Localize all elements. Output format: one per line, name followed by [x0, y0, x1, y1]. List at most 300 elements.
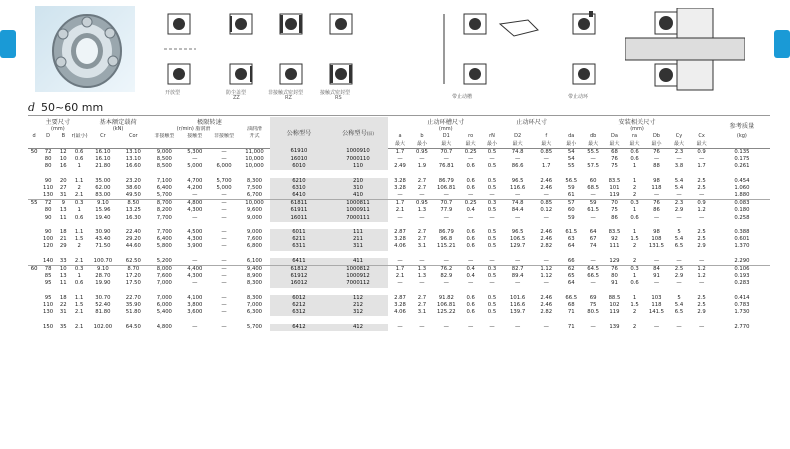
table-row — [28, 324, 770, 331]
table-row — [28, 258, 770, 266]
hdr-oil: 油润滑 — [246, 126, 262, 133]
table-cell: — — [443, 156, 449, 163]
snap-ring-diagram-icon — [565, 8, 605, 90]
table-cell: 86.79 — [438, 177, 454, 184]
table-cell: — — [653, 257, 660, 264]
table-cell: 89.4 — [511, 273, 524, 280]
col-open-type: 非接触型 — [154, 133, 175, 140]
table-cell: 1 — [77, 207, 81, 214]
table-row — [28, 178, 770, 185]
hdr-install: 安装相关尺寸 — [618, 119, 656, 126]
table-cell: 11 — [59, 214, 67, 221]
table-cell: 0.4 — [466, 273, 475, 280]
table-row — [28, 156, 770, 163]
table-cell: 5,800 — [156, 243, 172, 250]
table-cell: 7,000 — [156, 294, 172, 301]
table-cell: 0.5 — [487, 309, 497, 316]
table-cell: 82.9 — [440, 273, 453, 280]
table-cell: 66 — [567, 257, 575, 264]
table-cell: — — [543, 280, 549, 287]
table-cell: 19.40 — [95, 214, 111, 221]
col-D1: D1 — [442, 133, 450, 140]
bore-d-cell — [28, 156, 40, 163]
table-cell: — — [676, 280, 682, 287]
table-cell: 61811 — [270, 200, 327, 208]
bearing-table-body — [28, 148, 770, 331]
table-cell: 2.9 — [674, 207, 684, 214]
bore-d-cell: 50 — [30, 148, 38, 155]
table-cell: 106.81 — [437, 184, 456, 191]
table-cell: 61.5 — [565, 229, 578, 236]
table-cell: 0.6 — [466, 229, 475, 236]
table-cell: 0.6 — [466, 236, 475, 243]
table-cell: 59 — [582, 200, 604, 208]
table-cell: 1.7 — [388, 200, 411, 208]
table-row — [28, 243, 770, 250]
col-db: db — [589, 133, 597, 140]
open-type-diagram-icon — [160, 8, 200, 90]
table-cell: 106.5 — [510, 236, 526, 243]
table-cell: 1.2 — [689, 266, 713, 274]
table-cell: — — [221, 214, 227, 221]
table-cell: 412 — [328, 324, 389, 331]
table-cell: 130 — [43, 309, 54, 316]
caption-snap-groove: 带止动槽 — [452, 94, 473, 100]
table-cell: 210 — [328, 178, 389, 185]
table-cell: — — [489, 257, 495, 264]
col-Da: Da — [611, 133, 618, 140]
table-cell: 1.1 — [74, 294, 84, 301]
bore-d-cell — [28, 309, 40, 316]
table-cell: 3,900 — [187, 243, 203, 250]
table-cell: 2 — [632, 192, 637, 199]
table-cell: 0.9 — [697, 148, 706, 155]
table-cell: 4,700 — [187, 177, 203, 184]
table-cell: 2 — [632, 243, 637, 250]
bore-d-cell: 55 — [28, 200, 40, 208]
table-cell: 61.5 — [587, 207, 600, 214]
table-cell: — — [543, 192, 549, 199]
table-cell: — — [221, 156, 227, 163]
table-cell: — — [221, 148, 227, 155]
table-cell: 1 — [632, 294, 637, 301]
table-cell: 0.3 — [625, 266, 644, 274]
table-cell: 2.87 — [394, 229, 406, 236]
table-row — [28, 295, 770, 302]
table-cell: 4.06 — [394, 309, 406, 316]
table-cell: 0.3 — [481, 266, 503, 274]
table-cell: 80.5 — [587, 309, 600, 316]
table-cell: — — [192, 257, 198, 264]
table-cell: — — [443, 214, 449, 221]
table-cell: 0.6 — [466, 294, 475, 301]
table-cell: — — [514, 214, 521, 221]
table-cell: — — [543, 257, 549, 264]
col-open: 开式 — [249, 133, 260, 140]
table-cell: 9.10 — [88, 200, 118, 208]
table-cell: 2.46 — [540, 229, 553, 236]
table-cell: 0.135 — [734, 148, 750, 155]
table-cell: 7,000 — [246, 302, 263, 309]
spacer-cell — [28, 288, 770, 295]
table-cell: 2.1 — [74, 257, 84, 264]
table-cell: 0.6 — [74, 214, 84, 221]
table-cell: 8,900 — [246, 273, 263, 280]
bore-d-cell — [28, 258, 40, 266]
table-cell: 2.7 — [417, 229, 427, 236]
table-cell: — — [192, 280, 198, 287]
table-cell: 3.1 — [417, 309, 427, 316]
table-row — [28, 163, 770, 170]
table-row — [28, 302, 770, 309]
table-cell: 2.1 — [395, 207, 405, 214]
table-cell: 27 — [59, 184, 67, 191]
table-cell: — — [489, 192, 495, 199]
table-cell: 1.2 — [697, 207, 706, 214]
table-cell: 80 — [44, 156, 52, 163]
table-cell: 0.3 — [71, 266, 88, 274]
table-cell: 0.6 — [466, 309, 475, 316]
table-cell: 76.81 — [438, 163, 454, 170]
table-cell: 0.5 — [487, 294, 497, 301]
hdr-install-unit: (mm) — [630, 126, 644, 133]
table-cell: 7,600 — [156, 273, 172, 280]
table-cell: — — [676, 257, 682, 264]
table-cell: 62 — [560, 266, 582, 274]
table-cell: 2.7 — [417, 184, 427, 191]
table-cell: 91 — [653, 273, 660, 280]
table-cell: 5 — [677, 229, 681, 236]
table-cell: — — [676, 323, 682, 330]
table-cell: 312 — [328, 309, 389, 316]
table-cell: 0.258 — [734, 214, 750, 221]
table-cell: 5.4 — [674, 236, 684, 243]
table-cell: 16010 — [270, 156, 327, 163]
table-cell: 0.601 — [734, 236, 750, 243]
shield-type-diagram-icon — [222, 8, 262, 90]
table-cell: 9,400 — [239, 266, 271, 274]
section-title — [28, 101, 103, 114]
table-cell: — — [397, 257, 403, 264]
table-cell: 1.1 — [74, 229, 84, 236]
table-cell: 56.5 — [565, 177, 578, 184]
table-cell: 112 — [328, 295, 389, 302]
table-cell: 4,100 — [187, 294, 203, 301]
table-cell: 110 — [328, 163, 389, 170]
table-cell: 0.6 — [74, 148, 84, 155]
table-cell: 1.3 — [412, 266, 433, 274]
table-cell: 63 — [567, 236, 575, 243]
table-cell: 0.3 — [481, 200, 503, 208]
table-cell: 7,600 — [246, 236, 263, 243]
table-cell: 102.00 — [93, 323, 113, 330]
table-cell: — — [209, 200, 238, 208]
hdr-groove-unit: (mm) — [438, 126, 453, 133]
hdr-load-unit: (kN) — [112, 126, 124, 133]
table-cell: 91.82 — [438, 294, 454, 301]
table-cell: 90 — [44, 229, 52, 236]
caption-shield-code: ZZ — [233, 95, 240, 101]
bore-d-cell — [28, 163, 40, 170]
col-a: a — [398, 133, 402, 140]
table-cell: 88.5 — [608, 294, 621, 301]
table-cell: 4,800 — [156, 323, 172, 330]
table-cell: — — [221, 229, 227, 236]
table-cell: 2 — [632, 323, 637, 330]
table-cell: 2.46 — [540, 177, 553, 184]
table-cell: 411 — [328, 258, 389, 266]
col-rN-min: 最小 — [487, 140, 498, 147]
table-cell: 1000912 — [328, 273, 389, 280]
bore-d-cell — [28, 273, 40, 280]
hdr-mass: 参考质量 — [729, 122, 755, 130]
table-cell: 7,700 — [156, 229, 172, 236]
table-cell: 6210 — [270, 178, 327, 185]
table-cell: 0.6 — [630, 156, 639, 163]
table-cell: 129 — [609, 257, 620, 264]
col-b: b — [420, 133, 424, 140]
table-cell: 2 — [77, 184, 81, 191]
table-cell: — — [221, 236, 227, 243]
table-cell: 7000110 — [328, 156, 389, 163]
col-b-min: 最小 — [416, 140, 427, 147]
table-cell: 1.7 — [388, 266, 411, 274]
table-cell: 5.4 — [674, 177, 684, 184]
table-cell: — — [221, 302, 227, 309]
table-cell: — — [698, 280, 705, 287]
table-cell: 98 — [653, 177, 660, 184]
table-cell: — — [676, 192, 682, 199]
table-cell: 5,000 — [187, 163, 203, 170]
table-cell: 1 — [632, 177, 637, 184]
table-cell: 68 — [567, 302, 575, 309]
table-cell: 0.388 — [734, 229, 750, 236]
table-cell: 130 — [43, 192, 54, 199]
table-cell: 1.9 — [417, 163, 427, 170]
hdr-model: 公称型号 — [286, 130, 312, 138]
table-cell: 3,800 — [187, 302, 203, 309]
table-cell: — — [543, 214, 549, 221]
table-cell: 75 — [589, 302, 597, 309]
table-cell: 0.6 — [466, 163, 475, 170]
table-cell: 55.5 — [587, 148, 600, 155]
table-cell: 2.46 — [540, 184, 553, 191]
table-cell: 3.28 — [394, 184, 406, 191]
col-Da-max: 最大 — [609, 140, 620, 147]
table-cell: 57 — [560, 200, 582, 208]
table-cell: 16 — [59, 163, 67, 170]
table-cell: — — [443, 257, 449, 264]
table-cell: 150 — [43, 323, 54, 330]
table-cell: 21.80 — [95, 163, 111, 170]
table-cell: 91 — [611, 280, 618, 287]
table-cell: 8,700 — [149, 200, 181, 208]
table-cell: 80 — [611, 273, 618, 280]
table-cell: 0.5 — [487, 163, 497, 170]
table-cell: 9.10 — [88, 266, 118, 274]
bore-d-cell — [28, 295, 40, 302]
table-cell: — — [468, 280, 474, 287]
table-cell: 100.70 — [93, 257, 113, 264]
table-cell: 98 — [653, 229, 660, 236]
table-cell: 2.87 — [394, 294, 406, 301]
header-top-rule — [28, 115, 770, 116]
table-cell: — — [698, 156, 705, 163]
table-cell: 2.5 — [697, 184, 706, 191]
table-cell: 16.30 — [125, 214, 141, 221]
bore-d-cell — [28, 243, 40, 250]
table-cell: 5,700 — [246, 323, 263, 330]
table-cell: 2.1 — [74, 323, 84, 330]
table-cell: — — [514, 156, 521, 163]
table-cell: — — [698, 214, 705, 221]
table-cell: 125.22 — [437, 309, 456, 316]
table-cell: 0.9 — [689, 200, 713, 208]
table-cell: — — [653, 323, 660, 330]
table-cell: 70.7 — [440, 148, 453, 155]
table-cell: 0.25 — [464, 148, 477, 155]
table-cell: 90 — [44, 214, 52, 221]
table-cell: 0.3 — [71, 200, 88, 208]
spacer-row — [28, 288, 770, 295]
table-cell: 111 — [609, 243, 620, 250]
table-cell: 0.3 — [625, 200, 644, 208]
table-cell: — — [221, 273, 227, 280]
table-cell: 1000910 — [328, 148, 389, 156]
table-cell: — — [397, 192, 403, 199]
table-row — [28, 266, 770, 274]
col-Cy-max: 最大 — [674, 140, 685, 147]
table-cell: 1.7 — [542, 163, 551, 170]
table-cell: 4,800 — [180, 200, 209, 208]
table-cell: 3.8 — [674, 163, 684, 170]
table-cell: 66.5 — [565, 294, 578, 301]
table-cell: 13 — [59, 207, 67, 214]
table-cell: 129.7 — [510, 243, 526, 250]
table-cell: 76 — [644, 200, 668, 208]
table-cell: 35 — [59, 323, 67, 330]
col-rN: rN — [489, 133, 495, 140]
hdr-model-old-tag: (旧) — [366, 131, 374, 137]
table-cell: 70 — [604, 200, 625, 208]
table-row — [28, 192, 770, 200]
table-cell: 0.5 — [487, 184, 497, 191]
table-cell: 0.85 — [540, 148, 553, 155]
table-cell: — — [489, 214, 495, 221]
table-cell: 5,200 — [156, 257, 172, 264]
caption-noncontact-seal: 非接触式密封型 — [268, 90, 304, 96]
table-cell: 8.50 — [118, 200, 148, 208]
hdr-speed-unit: (r/min) — [176, 126, 194, 133]
table-cell: 2 — [77, 243, 81, 250]
col-shield-type: 非接触型 — [214, 133, 235, 140]
table-cell: 30.70 — [95, 294, 111, 301]
table-cell: 0.4 — [466, 207, 475, 214]
table-cell: 1.370 — [734, 243, 750, 250]
table-cell: 119 — [609, 192, 620, 199]
table-cell: 96.8 — [440, 236, 453, 243]
table-cell: 2.9 — [697, 243, 706, 250]
table-cell: 2.770 — [734, 323, 750, 330]
table-cell: 38.60 — [125, 184, 141, 191]
table-cell: 0.106 — [714, 266, 770, 274]
table-cell: 1.5 — [630, 302, 639, 309]
table-cell: 1.5 — [74, 236, 84, 243]
table-cell: 10 — [56, 266, 71, 274]
table-cell: — — [653, 280, 660, 287]
table-cell: 1.730 — [734, 309, 750, 316]
table-cell: — — [419, 192, 425, 199]
bearing-table: 主要尺寸 基本额定载荷 极限转速 公称型号 公称型号(旧) 止动环槽尺寸 止动环尺寸 安装相关尺寸 参考质量 (mm) (kN) (r/min) 脂润滑 油润滑 (mm) (mm) d D B r(最小) Cr Cor 非接触型 接触型 非接触型 开式 a 最大 b 最小 D1 最大 ro 最大 rN 最小 D2 最大 f 最大 da 最小 db 最大 Da 最大 ra 最大 Db 最小 Cy 最大 Cx 最大 (kg) 50 72 12 0.6 16.10 13.10 9,000 5,300 — 11,000 61910 1000910 1.7 0.95 70.7 0.25 0.5 74.8 0.85 54 55.5 68 0.6 76 2.3 0.9 0.135 80 10 0.6 16.10 13.10 8,500 — — 10,000 16010 7000110 — — — — — — — 54 — 76 0.6 — — — 0.175 80 16 1 21.80 16.60 8,500 5,000 6,000 10,000 6010 110 2.49 1.9 76.81 0.6 0.5 86.6 1.7 55 57.5 75 1 88 3.8 1.7 0.261 90 20 1.1 35.00 23.20 7,100 4,700 5,700 8,300 6210 210 3.28 2.7 86.79 0.6 0.5 96.5 2.46 56.5 60 83.5 1 98 5.4 2.5 0.454 110 27 2 62.00 38.60 6,400 4,200 5,000 7,500 6310 310 3.28 2.7 106.81 0.6 0.5 116.6 2.46 59 68.5 101 2 118 5.4 2.5 1.060 130 31 2.1 83.00 49.50 5,700 — — 6,700 6410 410 — — — — — — — 61 — 119 2 — — — 1.880 55 72 9 0.3 9.10 8.50 8,700 4,800 — 10,000 61811 1000811 1.7 0.95 70.7 0.25 0.3 74.8 0.85 57 59 70 0.3 76 2.3 0.9 0.083 80 13 1 15.96 13.25 8,200 4,300 — 9,600 61911 1000911 2.1 1.3 77.9 0.4 0.5 84.4 0.12 60 61.5 75 1 86 2.9 1.2 0.180 90 11 0.6 19.40 16.30 7,700 — — 9,000 16011 7000111 — — — — — — — 59 — 86 0.6 — — — 0.258 90 18 1.1 30.90 22.40 7,700 4,500 — 9,000 6011 111 2.87 2.7 86.79 0.6 0.5 96.5 2.46 61.5 64 83.5 1 98 5 2.5 0.388 100 21 1.5 43.40 29.20 6,400 4,300 — 7,600 6211 211 3.28 2.7 96.8 0.6 0.5 106.5 2.46 63 67 92 1.5 108 5.4 2.5 0.601 120 29 2 71.50 44.60 5,800 3,900 — 6,800 6311 311 4.06 3.1 115.21 0.6 0.5 129.7 2.82 64 74 111 2 131.5 6.5 2.9 1.370 140 33 2.1 100.70 62.50 5,200 — — 6,100 6411 411 — — — — — — — 66 — 129 2 — — — 2.290 60 78 10 0.3 9.10 8.70 8,000 4,400 — 9,400 61812 1000812 1.7 1.3 76.2 0.4 0.3 82.7 1.12 62 64.5 76 0.3 84 2.5 1.2 0.106 85 13 1 28.70 17.20 7,600 4,300 — 8,900 61912 1000912 2.1 1.3 82.9 0.4 0.5 89.4 1.12 65 66.5 80 1 91 2.9 1.2 0.193 95 11 0.6 19.90 17.50 7,000 — — 8,300 16012 7000112 — — — — — — — 64 — 91 0.6 — — — 0.283 95 18 1.1 30.70 22.70 7,000 4,100 — 8,300 6012 112 2.87 2.7 91.82 0.6 0.5 101.6 2.46 66.5 69 88.5 1 103 5 2.5 0.414 110 22 1.5 52.40 35.90 6,000 3,800 — 7,000 6212 212 3.28 2.7 106.81 0.6 0.5 116.6 2.46 68 75 102 1.5 118 5.4 2.5 0.783 130 31 2.1 81.80 51.80 5,400 3,600 — 6,300 6312 312 4.06 3.1 125.22 0.6 0.5 139.7 2.82 71 80.5 119 2 141.5 6.5 2.9 1.730 150 35 2.1 102.00 64.50 4,800 — — 5,700 6412 412 — — — — — — — 71 — 139 2 — — — 2.770 — [28, 117, 770, 331]
table-cell: 18 — [59, 294, 67, 301]
table-cell: 100 — [43, 236, 54, 243]
table-cell: 2.5 — [697, 236, 706, 243]
table-cell: 1000811 — [328, 200, 389, 208]
table-cell: 29 — [59, 243, 67, 250]
table-cell: 15.96 — [95, 207, 111, 214]
col-Db: Db — [652, 133, 660, 140]
table-cell: 0.193 — [734, 273, 750, 280]
table-cell: 6311 — [270, 243, 327, 250]
table-cell: 4,300 — [187, 236, 203, 243]
bore-d-cell — [28, 185, 40, 192]
table-cell: 101 — [609, 184, 620, 191]
section-range: 50~60 mm — [41, 101, 104, 114]
table-cell: 69 — [589, 294, 597, 301]
right-edge-tab — [774, 30, 790, 58]
table-cell: 71 — [567, 309, 575, 316]
col-Db-min: 最小 — [651, 140, 662, 147]
table-cell: 2.7 — [417, 294, 427, 301]
table-cell: 0.4 — [460, 266, 481, 274]
table-cell: 2.46 — [540, 302, 553, 309]
table-cell: — — [443, 280, 449, 287]
caption-contact-seal-code: RS — [335, 95, 342, 101]
table-cell: 81.80 — [95, 309, 111, 316]
table-cell: 54 — [567, 148, 575, 155]
table-cell: 54 — [567, 156, 575, 163]
table-cell: 111 — [328, 229, 389, 236]
col-D: D — [46, 133, 51, 140]
table-cell: 9,000 — [156, 148, 172, 155]
table-cell: — — [543, 323, 549, 330]
table-cell: 59 — [567, 184, 575, 191]
table-cell: 33 — [59, 257, 67, 264]
table-cell: 0.12 — [540, 207, 553, 214]
spacer-row — [28, 222, 770, 229]
table-cell: 6412 — [270, 324, 327, 331]
bore-d-cell — [28, 324, 40, 331]
table-cell: 57.5 — [587, 163, 600, 170]
table-cell: 71.50 — [95, 243, 111, 250]
table-cell: — — [192, 192, 198, 199]
table-cell: 4,400 — [180, 266, 209, 274]
spacer-row — [28, 170, 770, 177]
table-cell: 1.5 — [630, 236, 639, 243]
table-cell: 118 — [651, 302, 662, 309]
table-cell: — — [221, 257, 227, 264]
table-cell: 211 — [328, 236, 389, 243]
table-cell: 6411 — [270, 258, 327, 266]
table-cell: 5.4 — [674, 302, 684, 309]
table-row — [28, 309, 770, 316]
table-cell: 0.5 — [487, 273, 497, 280]
table-cell: 4,500 — [187, 229, 203, 236]
table-cell: 64.50 — [125, 323, 141, 330]
table-cell: 0.6 — [466, 184, 475, 191]
table-cell: 1.3 — [417, 273, 427, 280]
table-cell: 16.60 — [125, 163, 141, 170]
